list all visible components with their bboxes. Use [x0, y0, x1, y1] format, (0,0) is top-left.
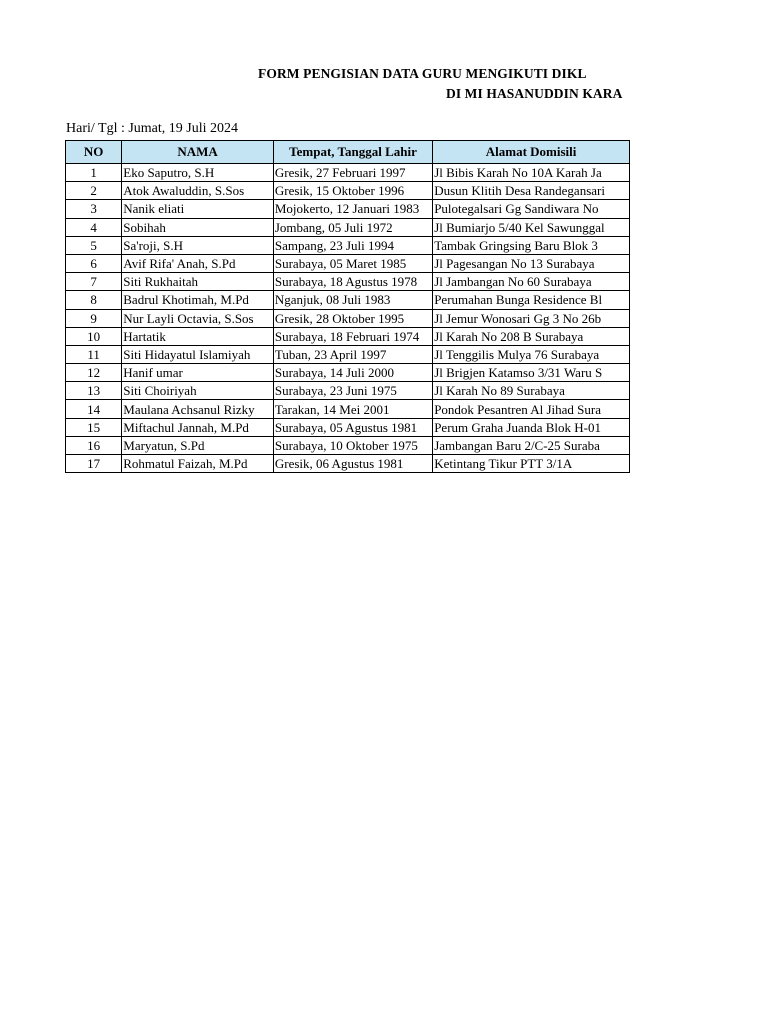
cell-alamat-domisili: Jl Jemur Wonosari Gg 3 No 26b [433, 309, 630, 327]
cell-alamat-domisili: Jl Tenggilis Mulya 76 Surabaya [433, 345, 630, 363]
column-header-no: NO [66, 141, 122, 164]
cell-nama: Nanik eliati [122, 200, 274, 218]
cell-nama: Siti Rukhaitah [122, 273, 274, 291]
table-row [66, 200, 630, 218]
cell-no: 13 [66, 382, 122, 400]
cell-nama: Nur Layli Octavia, S.Sos [122, 309, 274, 327]
cell-nama: Siti Choiriyah [122, 382, 274, 400]
cell-tempat-tanggal-lahir: Mojokerto, 12 Januari 1983 [273, 200, 432, 218]
cell-no: 4 [66, 218, 122, 236]
table-body [66, 164, 630, 473]
cell-nama: Siti Hidayatul Islamiyah [122, 345, 274, 363]
cell-alamat-domisili: Perumahan Bunga Residence Bl [433, 291, 630, 309]
cell-nama: Sobihah [122, 218, 274, 236]
cell-no: 16 [66, 436, 122, 454]
cell-tempat-tanggal-lahir: Gresik, 06 Agustus 1981 [273, 455, 432, 473]
cell-tempat-tanggal-lahir: Tuban, 23 April 1997 [273, 345, 432, 363]
cell-tempat-tanggal-lahir: Gresik, 28 Oktober 1995 [273, 309, 432, 327]
cell-no: 12 [66, 364, 122, 382]
cell-nama: Sa'roji, S.H [122, 236, 274, 254]
cell-nama: Rohmatul Faizah, M.Pd [122, 455, 274, 473]
cell-no: 6 [66, 254, 122, 272]
table-row [66, 309, 630, 327]
cell-no: 5 [66, 236, 122, 254]
table-row [66, 236, 630, 254]
cell-tempat-tanggal-lahir: Surabaya, 18 Februari 1974 [273, 327, 432, 345]
cell-alamat-domisili: Perum Graha Juanda Blok H-01 [433, 418, 630, 436]
cell-tempat-tanggal-lahir: Nganjuk, 08 Juli 1983 [273, 291, 432, 309]
cell-alamat-domisili: Jl Brigjen Katamso 3/31 Waru S [433, 364, 630, 382]
table-row [66, 345, 630, 363]
cell-nama: Miftachul Jannah, M.Pd [122, 418, 274, 436]
cell-alamat-domisili: Jl Pagesangan No 13 Surabaya [433, 254, 630, 272]
cell-tempat-tanggal-lahir: Gresik, 15 Oktober 1996 [273, 182, 432, 200]
cell-alamat-domisili: Jl Karah No 89 Surabaya [433, 382, 630, 400]
table-row [66, 382, 630, 400]
cell-nama: Avif Rifa' Anah, S.Pd [122, 254, 274, 272]
form-title-line-1: FORM PENGISIAN DATA GURU MENGIKUTI DIKL [258, 66, 587, 81]
form-title-line-2: DI MI HASANUDDIN KARA [446, 86, 623, 101]
cell-tempat-tanggal-lahir: Tarakan, 14 Mei 2001 [273, 400, 432, 418]
cell-nama: Atok Awaluddin, S.Sos [122, 182, 274, 200]
table-row [66, 254, 630, 272]
cell-no: 15 [66, 418, 122, 436]
table-row [66, 327, 630, 345]
cell-nama: Maulana Achsanul Rizky [122, 400, 274, 418]
cell-alamat-domisili: Pondok Pesantren Al Jihad Sura [433, 400, 630, 418]
cell-alamat-domisili: Dusun Klitih Desa Randegansari [433, 182, 630, 200]
date-line: Hari/ Tgl : Jumat, 19 Juli 2024 [66, 121, 239, 136]
cell-alamat-domisili: Tambak Gringsing Baru Blok 3 [433, 236, 630, 254]
cell-no: 9 [66, 309, 122, 327]
cell-tempat-tanggal-lahir: Gresik, 27 Februari 1997 [273, 164, 432, 182]
cell-alamat-domisili: Ketintang Tikur PTT 3/1A [433, 455, 630, 473]
cell-tempat-tanggal-lahir: Surabaya, 18 Agustus 1978 [273, 273, 432, 291]
cell-no: 3 [66, 200, 122, 218]
cell-alamat-domisili: Jl Bibis Karah No 10A Karah Ja [433, 164, 630, 182]
cell-tempat-tanggal-lahir: Jombang, 05 Juli 1972 [273, 218, 432, 236]
table-row [66, 182, 630, 200]
cell-alamat-domisili: Jl Jambangan No 60 Surabaya [433, 273, 630, 291]
cell-nama: Badrul Khotimah, M.Pd [122, 291, 274, 309]
table-row [66, 436, 630, 454]
cell-tempat-tanggal-lahir: Surabaya, 05 Agustus 1981 [273, 418, 432, 436]
table-row [66, 273, 630, 291]
cell-tempat-tanggal-lahir: Surabaya, 23 Juni 1975 [273, 382, 432, 400]
table-row [66, 400, 630, 418]
cell-nama: Eko Saputro, S.H [122, 164, 274, 182]
cell-alamat-domisili: Jambangan Baru 2/C-25 Suraba [433, 436, 630, 454]
cell-no: 1 [66, 164, 122, 182]
table-row [66, 455, 630, 473]
cell-nama: Hartatik [122, 327, 274, 345]
cell-no: 14 [66, 400, 122, 418]
cell-alamat-domisili: Jl Karah No 208 B Surabaya [433, 327, 630, 345]
column-header-tempat-tanggal-lahir: Tempat, Tanggal Lahir [273, 141, 432, 164]
table-row [66, 164, 630, 182]
cell-no: 17 [66, 455, 122, 473]
cell-alamat-domisili: Pulotegalsari Gg Sandiwara No [433, 200, 630, 218]
cell-no: 2 [66, 182, 122, 200]
cell-no: 10 [66, 327, 122, 345]
column-header-alamat-domisili: Alamat Domisili [433, 141, 630, 164]
cell-tempat-tanggal-lahir: Surabaya, 05 Maret 1985 [273, 254, 432, 272]
table-header-row [66, 141, 630, 164]
cell-no: 7 [66, 273, 122, 291]
table-row [66, 364, 630, 382]
column-header-nama: NAMA [122, 141, 274, 164]
cell-no: 11 [66, 345, 122, 363]
cell-tempat-tanggal-lahir: Surabaya, 14 Juli 2000 [273, 364, 432, 382]
table-row [66, 218, 630, 236]
cell-nama: Maryatun, S.Pd [122, 436, 274, 454]
cell-no: 8 [66, 291, 122, 309]
teacher-data-table [65, 140, 630, 473]
cell-tempat-tanggal-lahir: Sampang, 23 Juli 1994 [273, 236, 432, 254]
cell-alamat-domisili: Jl Bumiarjo 5/40 Kel Sawunggal [433, 218, 630, 236]
table-row [66, 291, 630, 309]
table-row [66, 418, 630, 436]
cell-nama: Hanif umar [122, 364, 274, 382]
cell-tempat-tanggal-lahir: Surabaya, 10 Oktober 1975 [273, 436, 432, 454]
